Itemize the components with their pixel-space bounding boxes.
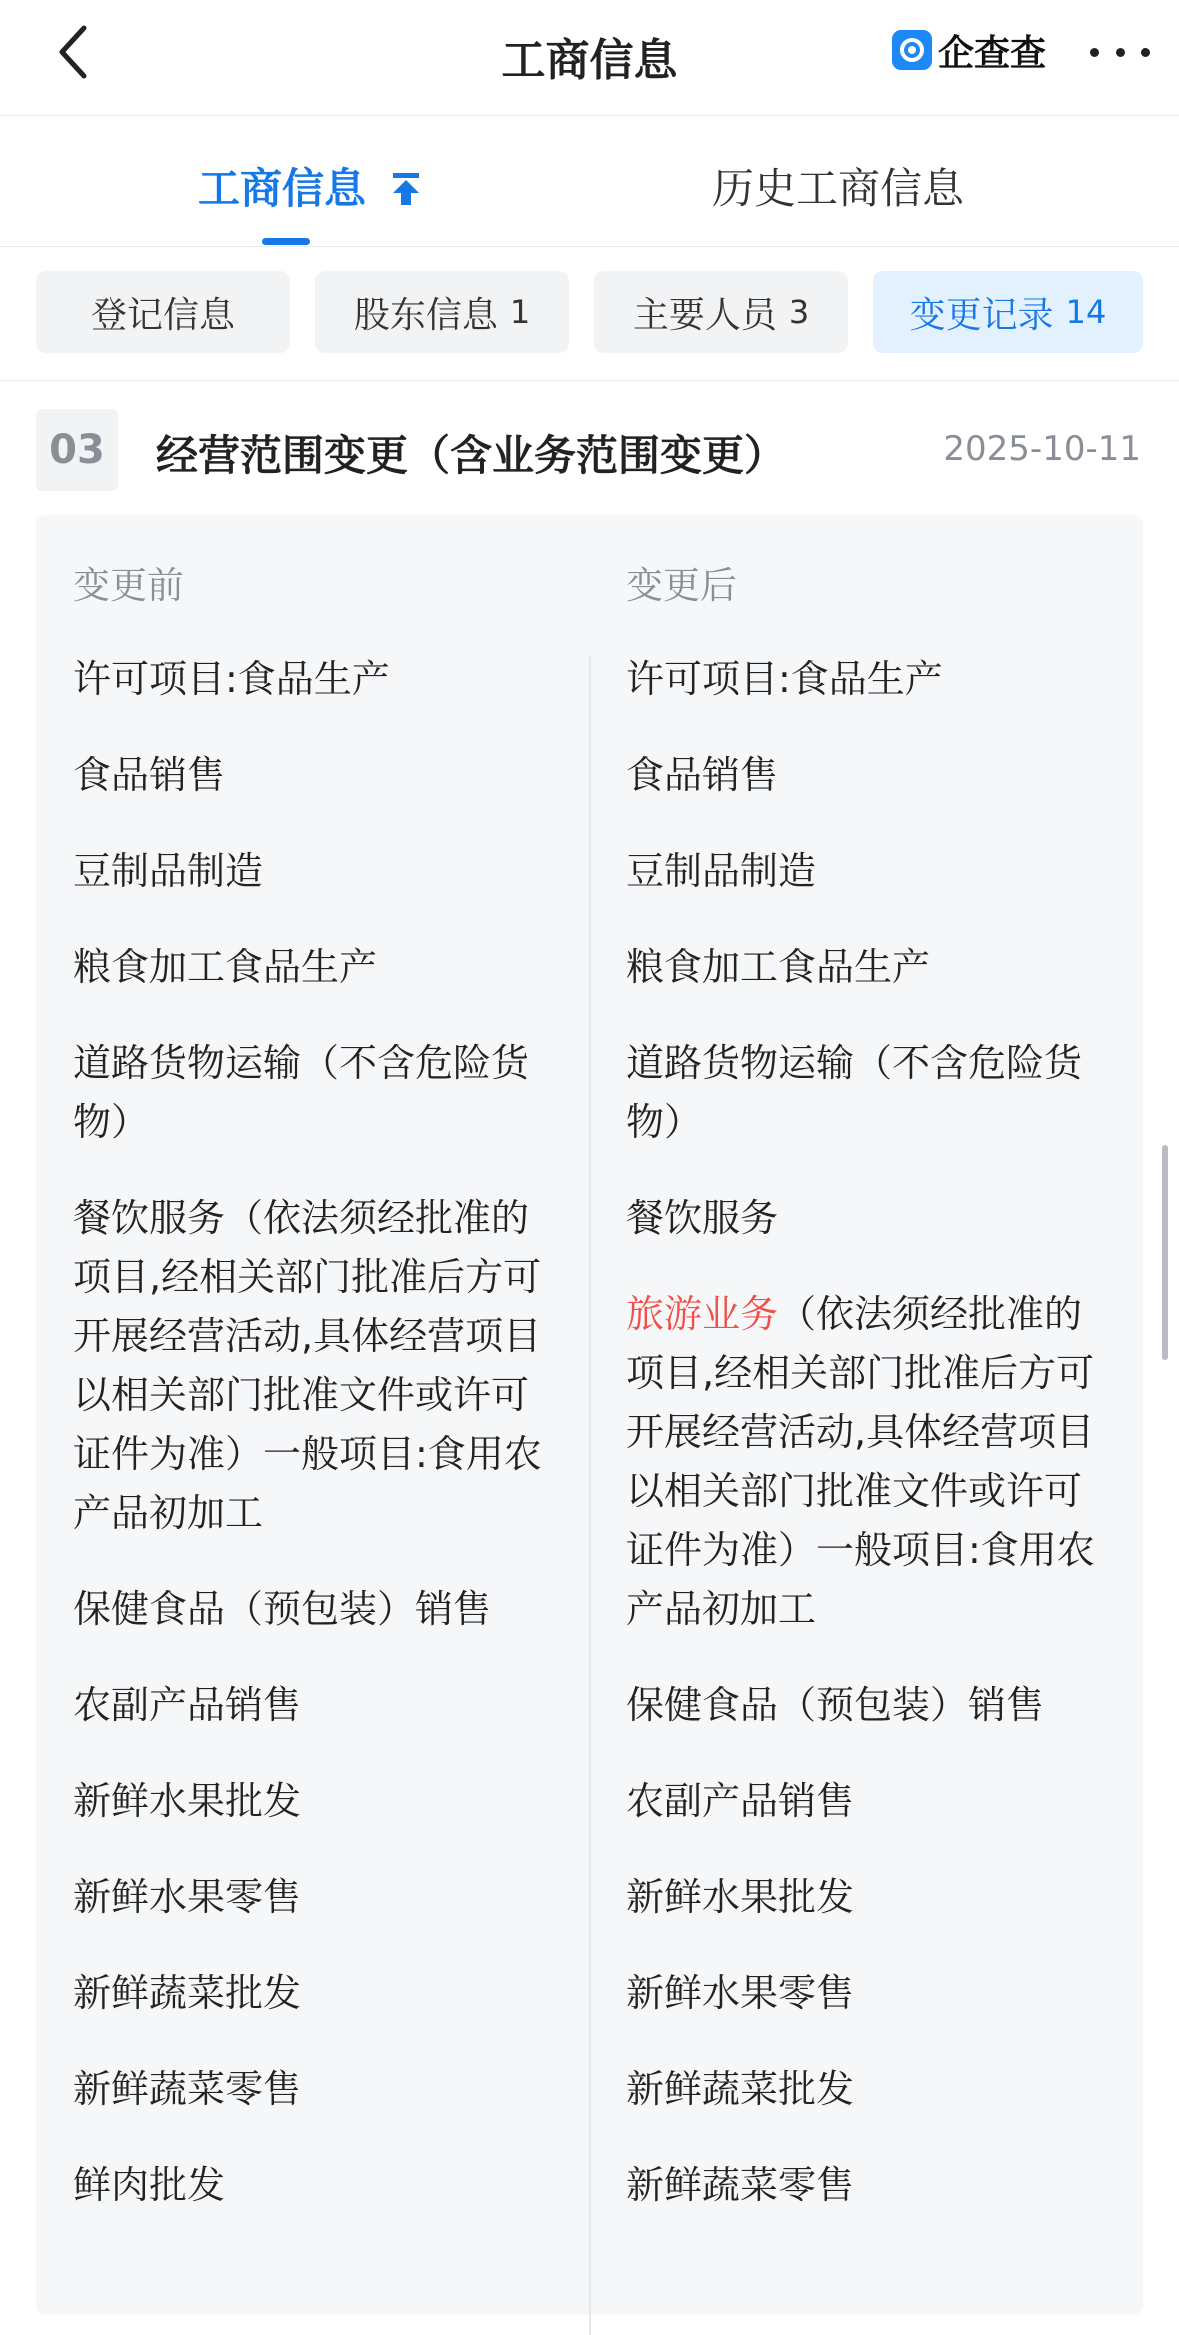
record-title: 经营范围变更（含业务范围变更） (156, 431, 787, 480)
more-dots-icon[interactable] (1090, 40, 1150, 64)
scope-item: 道路货物运输（不含危险货物） (73, 1041, 530, 1144)
record-date: 2025-10-11 (943, 429, 1141, 469)
brand-logo (892, 26, 1046, 74)
scope-item: 粮食加工食品生产 (626, 945, 931, 989)
scope-item: 许可项目:食品生产 (73, 657, 390, 701)
added-scope-highlight: 旅游业务 (626, 1292, 779, 1336)
tab-bar (0, 116, 1179, 247)
scope-item: 餐饮服务（依法须经批准的项目,经相关部门批准后方可开展经营活动,具体经营项目以相关部门批准文件或许可证件为准）一般项目:食用农产品初加工 (73, 1196, 542, 1535)
scope-item (626, 1285, 1096, 1639)
tab-label: 工商信息 (198, 164, 367, 213)
section-chips (0, 247, 1179, 381)
before-header: 变更前 (73, 564, 184, 607)
column-divider (589, 655, 591, 2335)
scope-item-rest: （依法须经批准的项目,经相关部门批准后方可开展经营活动,具体经营项目以相关部门批准文件或许可证件为准）一般项目:食用农产品初加工 (626, 1292, 1095, 1631)
scope-item: 新鲜蔬菜批发 (73, 1971, 302, 2015)
scope-item: 新鲜水果零售 (626, 1971, 855, 2015)
scope-item: 豆制品制造 (73, 849, 264, 893)
scope-item: 新鲜蔬菜零售 (626, 2163, 855, 2207)
chip-change-records[interactable] (873, 271, 1143, 353)
chip-count: 1 (509, 293, 531, 331)
after-header: 变更后 (626, 564, 737, 607)
change-record-header (0, 405, 1179, 495)
scope-item: 保健食品（预包装）销售 (73, 1587, 492, 1631)
scope-item: 道路货物运输（不含危险货物） (626, 1041, 1083, 1144)
change-comparison-panel (36, 515, 1143, 2315)
page-title: 工商信息 (501, 35, 678, 86)
scope-item: 新鲜水果批发 (73, 1779, 302, 1823)
scope-item: 鲜肉批发 (73, 2163, 226, 2207)
qichacha-logo-icon (892, 30, 932, 70)
chip-label: 登记信息 (90, 294, 235, 336)
scope-item: 新鲜蔬菜批发 (626, 2067, 855, 2111)
chip-label: 股东信息 (353, 294, 498, 336)
active-tab-indicator (262, 238, 310, 245)
after-column (626, 650, 1096, 2252)
pin-top-icon (391, 167, 421, 216)
top-bar (0, 0, 1179, 116)
chip-label: 主要人员 (632, 294, 777, 336)
scope-item: 保健食品（预包装）销售 (626, 1683, 1045, 1727)
scope-item: 豆制品制造 (626, 849, 817, 893)
scope-item: 农副产品销售 (73, 1683, 302, 1727)
scrollbar[interactable] (1162, 1145, 1168, 1360)
chip-registration-info[interactable] (36, 271, 290, 353)
scope-item: 食品销售 (73, 753, 226, 797)
scope-item: 餐饮服务 (626, 1196, 779, 1240)
brand-name: 企查查 (938, 32, 1047, 74)
chip-key-personnel[interactable] (594, 271, 848, 353)
tab-business-info[interactable] (198, 156, 421, 216)
tab-history-business-info[interactable]: 历史工商信息 (712, 164, 965, 213)
scope-item: 农副产品销售 (626, 1779, 855, 1823)
record-index: 03 (36, 409, 118, 491)
chip-count: 3 (788, 293, 810, 331)
scope-item: 新鲜水果批发 (626, 1875, 855, 1919)
chip-shareholder-info[interactable] (315, 271, 569, 353)
chip-label: 变更记录 (909, 294, 1054, 336)
before-column (73, 650, 543, 2252)
scope-item: 食品销售 (626, 753, 779, 797)
scope-item: 许可项目:食品生产 (626, 657, 943, 701)
chip-count: 14 (1065, 293, 1107, 331)
scope-item: 新鲜蔬菜零售 (73, 2067, 302, 2111)
scope-item: 新鲜水果零售 (73, 1875, 302, 1919)
scope-item: 粮食加工食品生产 (73, 945, 378, 989)
